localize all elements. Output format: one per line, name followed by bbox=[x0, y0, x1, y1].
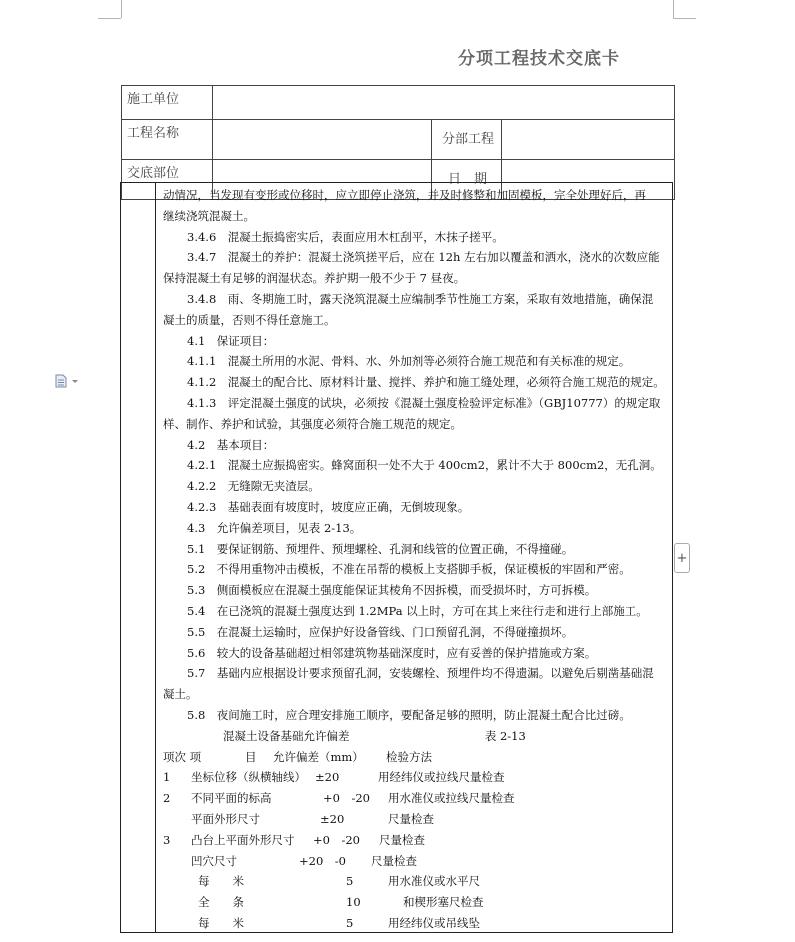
paragraph-line: 凝土。 bbox=[163, 687, 198, 702]
sub-project-value-cell[interactable] bbox=[502, 120, 675, 160]
row-tolerance: +20 -0 bbox=[299, 853, 346, 868]
row-item: 不同平面的标高 bbox=[191, 791, 272, 806]
paragraph-line: 5.3 侧面模板应在混凝土强度能保证其棱角不因拆模，而受损坏时，方可拆模。 bbox=[187, 583, 597, 598]
row-tolerance: 10 bbox=[346, 895, 361, 910]
paragraph-line: 4.2 基本项目： bbox=[187, 437, 275, 452]
paragraph-line: 5.8 夜间施工时，应合理安排施工顺序，要配备足够的照明，防止混凝土配合比过磅。 bbox=[187, 707, 631, 722]
paragraph-line: 保持混凝土有足够的润湿状态。养护期一般不少于 7 昼夜。 bbox=[163, 271, 466, 286]
paragraph-line: 5.5 在混凝土运输时，应保护好设备管线、门口预留孔洞，不得碰撞损坏。 bbox=[187, 624, 574, 639]
row-method: 尺量检查 bbox=[388, 811, 434, 826]
row-tolerance: +0 -20 bbox=[323, 791, 370, 806]
row-method: 用水准仪或拉线尺量检查 bbox=[388, 791, 515, 806]
content-box bbox=[120, 182, 673, 933]
row-item: 平面外形尺寸 bbox=[191, 811, 260, 826]
header-col-method: 检验方法 bbox=[386, 749, 432, 764]
paragraph-line: 4.1.1 混凝土所用的水泥、骨料、水、外加剂等必须符合施工规范和有关标准的规定。 bbox=[187, 354, 631, 369]
paragraph-line: 动情况，当发现有变形或位移时，应立即停止浇筑，并及时修整和加固模板，完全处理好后，再 bbox=[163, 188, 646, 202]
paragraph-list bbox=[163, 185, 666, 726]
row-method: 和楔形塞尺检查 bbox=[403, 895, 484, 910]
row-item: 凸台上平面外形尺寸 bbox=[191, 832, 295, 847]
paragraph-line: 样、制作、养护和试验，其强度必须符合施工规范的规定。 bbox=[163, 416, 462, 431]
document-body[interactable] bbox=[163, 185, 666, 933]
row-item: 全 条 bbox=[198, 895, 244, 910]
sub-project-label: 分部工程 bbox=[432, 120, 502, 160]
header-row-unit bbox=[122, 86, 675, 120]
row-tolerance: ±20 bbox=[315, 770, 340, 785]
header-row-project bbox=[122, 120, 675, 160]
paragraph-line: 3.4.6 混凝土振捣密实后，表面应用木杠刮平，木抹子搓平。 bbox=[187, 229, 504, 244]
table-row bbox=[163, 767, 666, 788]
paragraph-line: 4.2.2 无缝隙无夹渣层。 bbox=[187, 479, 320, 494]
row-number: 2 bbox=[163, 791, 171, 806]
paragraph-line: 4.1 保证项目： bbox=[187, 333, 275, 348]
row-method: 尺量检查 bbox=[371, 853, 417, 868]
paragraph-line: 凝土的质量，否则不得任意施工。 bbox=[163, 312, 336, 327]
date-label: 日 期 bbox=[432, 160, 502, 200]
table-row bbox=[163, 788, 666, 809]
paragraph-line: 5.6 较大的设备基础超过相邻建筑物基础深度时，应有妥善的保护措施或方案。 bbox=[187, 645, 597, 660]
header-col-item: 目 bbox=[245, 749, 257, 764]
unit-value-cell[interactable] bbox=[213, 86, 675, 120]
tolerance-table-header bbox=[163, 747, 666, 768]
table-row bbox=[163, 809, 666, 830]
project-label: 工程名称 bbox=[122, 120, 213, 160]
paragraph-options-icon[interactable] bbox=[55, 374, 81, 388]
row-tolerance: ±20 bbox=[320, 811, 345, 826]
row-item: 每 米 bbox=[198, 915, 244, 930]
table-row bbox=[163, 871, 666, 892]
table-caption-line bbox=[163, 726, 666, 747]
paragraph-line: 5.7 基础内应根据设计要求预留孔洞，安装螺栓、预埋件均不得遗漏。以避免后剔凿基础混 bbox=[187, 666, 654, 681]
paragraph-line: 4.2.1 混凝土应振捣密实。蜂窝面积一处不大于 400cm2，累计不大于 800cm2，无孔洞。 bbox=[187, 458, 662, 473]
paragraph-line: 4.2.3 基础表面有坡度时，坡度应正确，无倒坡现象。 bbox=[187, 499, 470, 514]
paragraph-line: 继续浇筑混凝土。 bbox=[163, 208, 255, 223]
paragraph-line: 4.1.3 评定混凝土强度的试块，必须按《混凝土强度检验评定标准》（GBJ10777）的规定取 bbox=[187, 395, 661, 410]
crop-mark-top-left-v bbox=[121, 0, 122, 18]
table-row bbox=[163, 851, 666, 872]
paragraph-line: 3.4.8 雨、冬期施工时，露天浇筑混凝土应编制季节性施工方案，采取有效地措施，确保混 bbox=[187, 291, 654, 306]
paragraph-line: 4.1.2 混凝土的配合比、原材料计量、搅拌、养护和施工缝处理，必须符合施工规范的规定。 bbox=[187, 375, 665, 390]
row-method: 用水准仪或水平尺 bbox=[388, 874, 480, 889]
project-value-cell[interactable] bbox=[213, 120, 432, 160]
row-item: 坐标位移（纵横轴线） bbox=[191, 770, 306, 785]
table-number: 表 2-13 bbox=[484, 728, 526, 743]
row-method: 用经纬仪或吊线坠 bbox=[388, 915, 480, 930]
row-number: 1 bbox=[163, 770, 171, 785]
paragraph-line: 4.3 允许偏差项目，见表 2-13。 bbox=[187, 520, 362, 535]
left-column-divider bbox=[155, 183, 156, 932]
row-item: 凹穴尺寸 bbox=[191, 853, 237, 868]
table-row bbox=[163, 830, 666, 851]
table-row bbox=[163, 913, 666, 933]
tolerance-table-rows bbox=[163, 767, 666, 933]
table-row bbox=[163, 892, 666, 913]
crop-mark-top-right-v bbox=[673, 0, 674, 18]
row-tolerance: 5 bbox=[346, 874, 354, 889]
row-item: 每 米 bbox=[198, 874, 244, 889]
paragraph-line: 5.1 要保证钢筋、预埋件、预埋螺栓、孔洞和线管的位置正确，不得撞碰。 bbox=[187, 541, 574, 556]
row-number: 3 bbox=[163, 832, 171, 847]
page-title: 分项工程技术交底卡 bbox=[458, 49, 620, 69]
paragraph-line: 3.4.7 混凝土的养护：混凝土浇筑搓平后，应在 12h 左右加以覆盖和洒水，浇水的次数应能 bbox=[187, 250, 660, 265]
row-tolerance: +0 -20 bbox=[313, 832, 360, 847]
header-col-tolerance: 允许偏差（mm） bbox=[273, 749, 364, 764]
row-method: 尺量检查 bbox=[379, 832, 425, 847]
crop-mark-top-right-h bbox=[673, 18, 696, 19]
location-label: 交底部位 bbox=[122, 160, 213, 200]
unit-label: 施工单位 bbox=[122, 86, 213, 120]
row-method: 用经纬仪或拉线尺量检查 bbox=[378, 770, 505, 785]
paragraph-line: 5.2 不得用重物冲击模板，不准在吊帮的模板上支搭脚手板，保证模板的牢固和严密。 bbox=[187, 562, 631, 577]
paragraph-line: 5.4 在已浇筑的混凝土强度达到 1.2MPa 以上时，方可在其上来往行走和进行上部施工。 bbox=[187, 603, 648, 618]
crop-mark-top-left-h bbox=[98, 18, 121, 19]
row-tolerance: 5 bbox=[346, 915, 354, 930]
table-caption: 混凝土设备基础允许偏差 bbox=[223, 728, 350, 743]
add-row-button[interactable]: + bbox=[674, 543, 690, 573]
header-col-no: 项次 项 bbox=[163, 749, 202, 764]
